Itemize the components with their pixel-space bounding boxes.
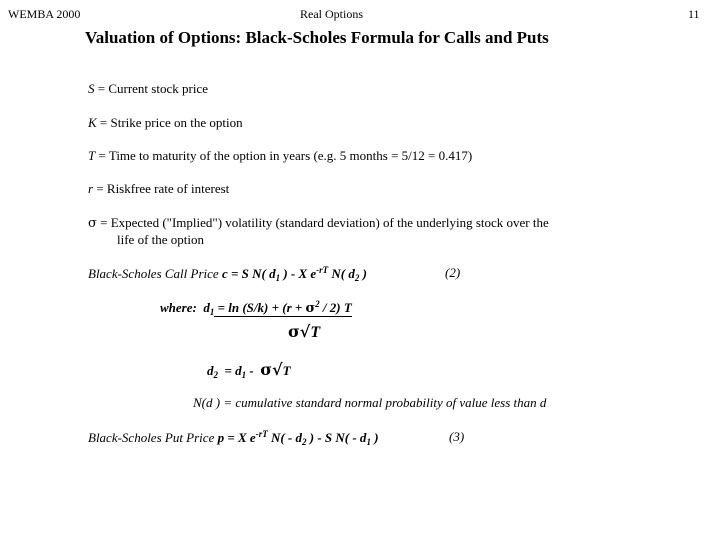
call-equation: c = S N( $d_1$ ) - X $e^{-rT}$ N( $d_2$ )	[221, 265, 367, 283]
put-equation-number: (3)	[449, 429, 465, 444]
put-formula	[88, 429, 379, 447]
definition-text: = Strike price on the option	[96, 115, 243, 130]
d2-formula: $d_2 = d_1 - \sigma√T$	[207, 360, 291, 380]
definition-text: = Time to maturity of the option in years (e.g. 5 months = 5/12 = 0.417)	[95, 148, 473, 163]
call-equation-number: (2)	[445, 265, 461, 280]
definition-t	[88, 148, 472, 164]
definition-r	[88, 181, 229, 197]
d1-formula: where: $d_1 = \ln (S/k) + (r + \sigma^2 / 2)$ T	[160, 299, 352, 317]
call-formula	[88, 265, 367, 283]
page-number: 11	[688, 7, 700, 21]
definition-symbol: σ	[88, 216, 97, 231]
d1-numerator: = $\ln (S/k) + (r + \sigma^2 / 2)$ T	[214, 299, 352, 316]
header-center: Real Options	[300, 7, 363, 21]
put-equation: p = X $e^{-rT}$ $N( - d_2$ ) - S $N( - d_1$ )	[217, 429, 379, 447]
d1-denominator: σ√T	[288, 322, 321, 341]
normal-cdf-note: N(d ) = cumulative standard normal probability of value less than d	[193, 395, 547, 410]
definition-text: = Riskfree rate of interest	[93, 181, 230, 196]
definition-symbol: r	[88, 181, 94, 196]
definition-sigma-continued: life of the option	[117, 232, 205, 247]
header-left: WEMBA 2000	[8, 7, 81, 21]
definition-k	[88, 115, 243, 131]
definition-text: = Current stock price	[94, 81, 208, 96]
put-label: Black-Scholes Put Price	[88, 430, 215, 445]
where-label: where:	[160, 300, 197, 315]
definition-symbol: K	[88, 115, 97, 130]
definition-s	[88, 81, 208, 97]
definition-symbol: T	[88, 148, 96, 163]
definition-text: = Expected ("Implied") volatility (standard deviation) of the underlying stock over the	[96, 215, 549, 230]
definition-sigma	[88, 215, 549, 231]
page-title: Valuation of Options: Black-Scholes Formula for Calls and Puts	[85, 28, 549, 47]
definition-symbol: S	[88, 81, 95, 96]
call-label: Black-Scholes Call Price	[88, 266, 219, 281]
